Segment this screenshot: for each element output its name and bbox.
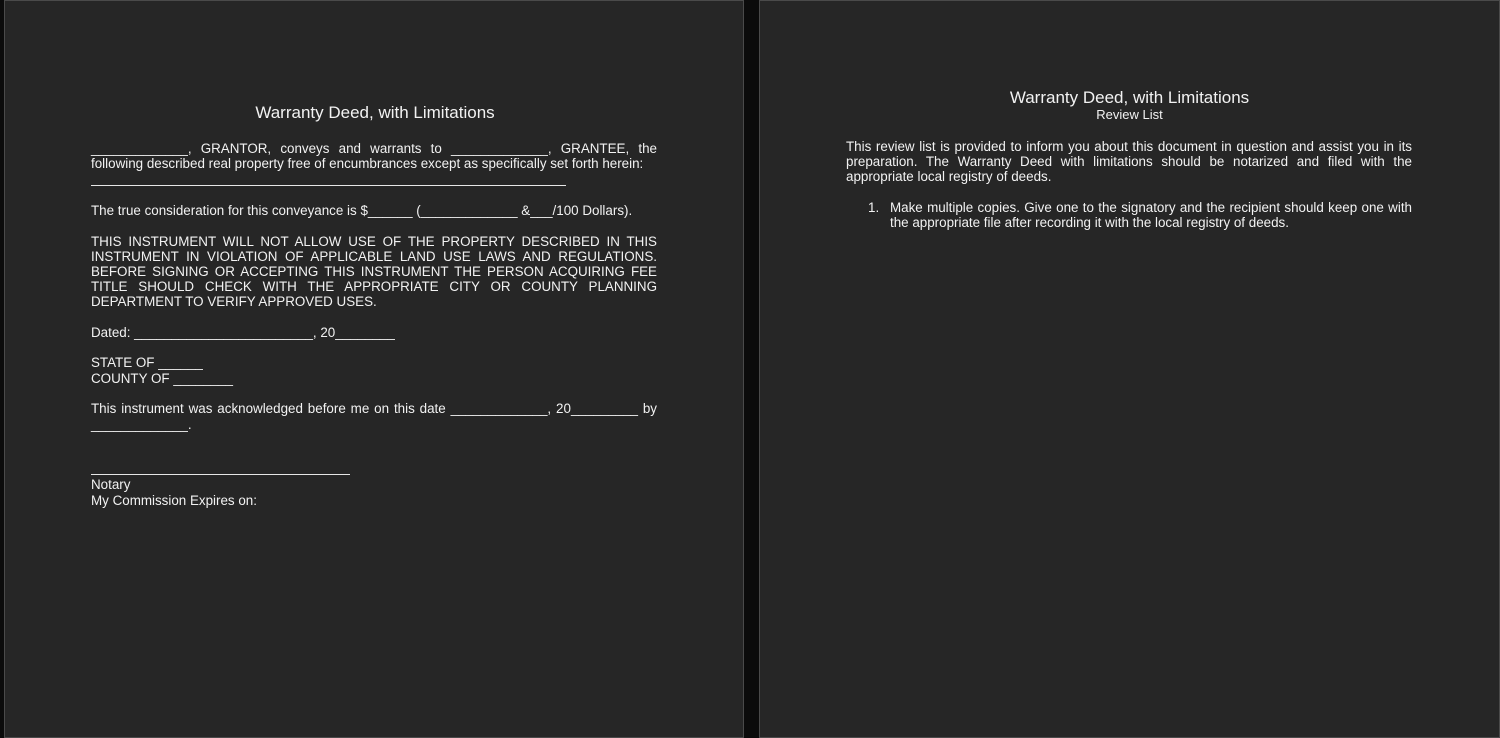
state-line: STATE OF ______ [91, 355, 203, 370]
review-intro: This review list is provided to inform you about this document in question and assist you in its preparation. The Warranty Deed with limitations should be notarized and filed with the appropriate local registry of deeds. [846, 139, 1412, 184]
notary-signature-line [91, 474, 350, 475]
consideration-line: The true consideration for this conveyance is $______ (_____________ &___/100 Dollars). [91, 203, 633, 218]
notary-label: Notary [91, 477, 131, 492]
property-description-line [91, 185, 566, 186]
deed-page [4, 0, 744, 738]
commission-expires-label: My Commission Expires on: [91, 493, 257, 508]
acknowledgment-name-line: _____________. [91, 417, 192, 432]
review-item-text: Make multiple copies. Give one to the signatory and the recipient should keep one with the appropriate file after recording it with the local registry of deeds. [890, 200, 1412, 230]
dated-line: Dated: ________________________, 20________ [91, 325, 395, 340]
review-subtitle: Review List [1096, 107, 1163, 122]
grantor-paragraph: _____________, GRANTOR, conveys and warrants to _____________, GRANTEE, the following described real property free of encumbrances except as specifically set forth herein: [91, 141, 657, 171]
acknowledgment-line: This instrument was acknowledged before me on this date _____________, 20_________ by [91, 401, 657, 416]
review-item-number: 1. [868, 200, 880, 215]
review-title: Warranty Deed, with Limitations [1009, 88, 1250, 107]
county-line: COUNTY OF ________ [91, 371, 233, 386]
land-use-notice: THIS INSTRUMENT WILL NOT ALLOW USE OF THE PROPERTY DESCRIBED IN THIS INSTRUMENT IN VIOLATION OF APPLICABLE LAND USE LAWS AND REGULATIONS. BEFORE SIGNING OR ACCEPTING THIS INSTRUMENT THE PERSON ACQUIRING FEE TITLE SHOULD CHECK WITH THE APPROPRIATE CITY OR COUNTY PLANNING DEPARTMENT TO VERIFY APPROVED USES. [91, 234, 657, 309]
deed-title: Warranty Deed, with Limitations [255, 103, 495, 122]
review-list-page [759, 0, 1500, 738]
